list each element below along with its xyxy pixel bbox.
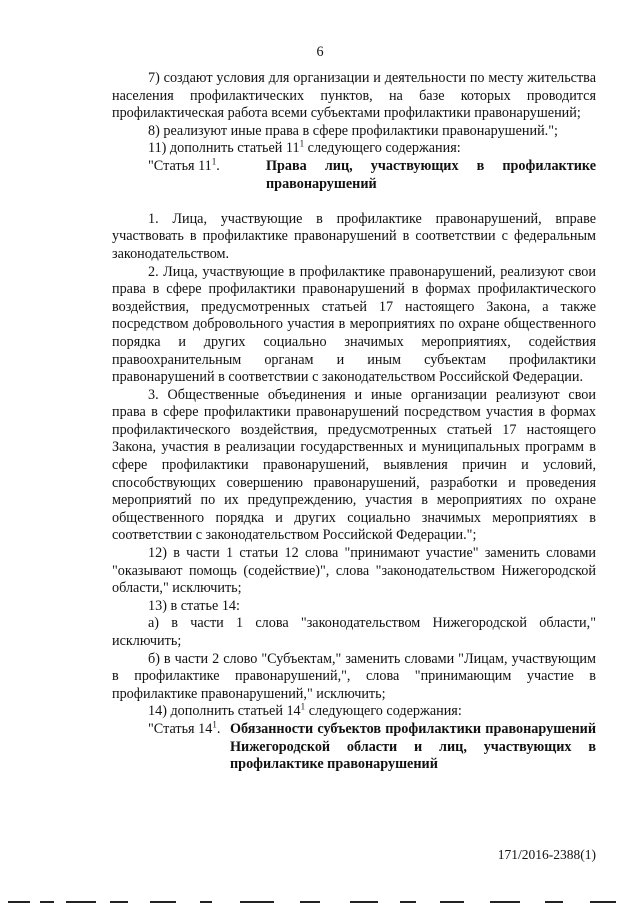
amendment-subitem: б) в части 2 слово "Субъектам," заменить словами "Лицам, участвующим в профилактике правонарушений,", слова "принимающим участие в профилактике правонарушений," исключить; [112,650,596,702]
page-number: 6 [316,44,324,60]
article-label: "Статья $14^1$. [148,719,221,737]
scan-edge-marks [0,895,640,905]
amendment-item-11 [112,140,596,158]
superscript: 1 [299,138,305,149]
amendment-item: 13) в статье 14: [148,597,240,614]
item-text: следующего содержания: [304,140,461,157]
article-part: 1. Лица, участвующие в профилактике правонарушений, вправе участвовать в профилактике правонарушений в соответствии с федеральным законодательством. [112,210,596,262]
amendment-item: 12) в части 1 статьи 12 слова "принимают участие" заменить словами "оказывают помощь (содействие)", слова "законодательством Нижегородской области," исключить; [112,545,596,597]
article-label: "Статья $11^1$. [148,156,220,174]
document-body [112,70,596,774]
superscript: 1 [300,701,306,712]
article-part: 2. Лица, участвующие в профилактике правонарушений, реализуют свои права в сфере профилактики правонарушений в формах профилактического воздействия, предусмотренных статьей 17 настоящего Закона, а также посредством добровольного участия в мероприятиях по охране общественного порядка и других социально значимых мероприятиях, содействия правоохранительным органам и иным субъектам профилактики правонарушений в соответствии с законодательством Российской Федерации. [112,263,596,386]
item-text: 11) дополнить статьей 11 [148,140,300,157]
article-part: 3. Общественные объединения и иные организации реализуют свои права в сфере профилактики правонарушений посредством участия в формах профилактического воздействия, предусмотренных статьей 17 настоящего Закона, участия в реализации государственных и муниципальных программ в сфере профилактики правонарушений, выявления причин и условий, способствующих совершению правонарушений, разработки и проведения мероприятий по их предупреждению, участия в мероприятиях по охране общественного порядка и других социально значимых мероприятиях в соответствии с законодательством Российской Федерации."; [112,386,596,544]
paragraph: 8) реализуют иные права в сфере профилактики правонарушений."; [148,122,558,139]
superscript: 1 [211,156,217,167]
item-text: 14) дополнить статьей 14 [148,703,301,720]
item-text: следующего содержания: [305,703,462,720]
amendment-item-14 [112,703,596,721]
article-14-1-heading [112,721,596,774]
document-number: 171/2016-2388(1) [497,847,596,862]
superscript: 1 [212,719,217,730]
article-title: Права лиц, участвующих в профилактике правонарушений [266,157,596,192]
article-title: Обязанности субъектов профилактики правонарушений Нижегородской области и лиц, участвующих в профилактике правонарушений [230,720,596,773]
article-11-1-heading [112,158,596,193]
amendment-subitem: а) в части 1 слова "законодательством Нижегородской области," исключить; [112,615,596,649]
paragraph: 7) создают условия для организации и деятельности по месту жительства населения профилактических пунктов, на базе которых проводится профилактическая работа всеми субъектами профилактики правонарушений; [112,70,596,122]
